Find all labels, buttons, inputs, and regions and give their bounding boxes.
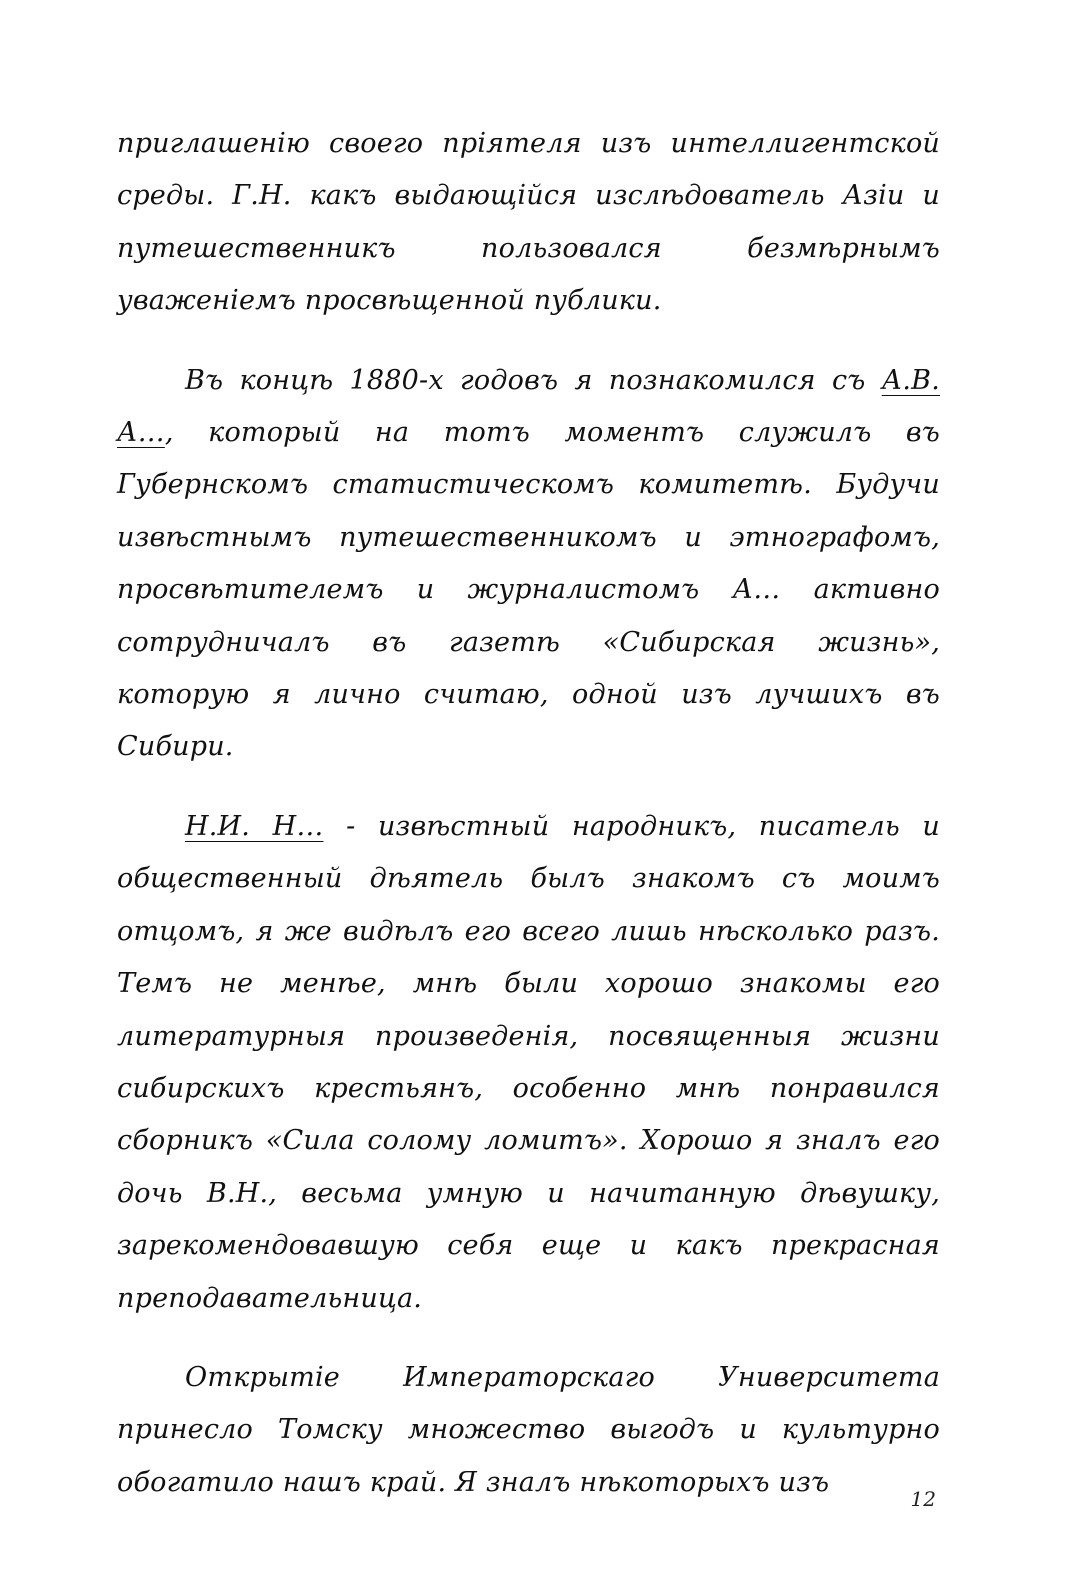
paragraph-1	[117, 118, 940, 328]
paragraph-3-text-rest: - извѣстный народникъ, писатель и общественный дѣятель былъ знакомъ съ моимъ отцомъ, я же видѣлъ его всего лишь нѣсколько разъ. Темъ не менѣе, мнѣ были хорошо знакомы его литературныя произведенія, посвященныя жизни сибирскихъ крестьянъ, особенно мнѣ понравился сборникъ «Сила солому ломитъ». Хорошо я зналъ его дочь В.Н., весьма умную и начитанную дѣвушку, зарекомендовавшую себя еще и какъ прекрасная преподавательница.	[117, 810, 940, 1314]
paragraph-4-text: Открытіе Императорскаго Университета принесло Томску множество выгодъ и культурно обогатило нашъ край. Я зналъ нѣкоторыхъ изъ	[117, 1361, 940, 1498]
paragraph-2-text-rest: , который на тотъ моментъ служилъ въ Губернскомъ статистическомъ комитетѣ. Будучи извѣстнымъ путешественникомъ и этнографомъ, просвѣтителемъ и журналистомъ А… активно сотрудничалъ въ газетѣ «Сибирская жизнь», которую я лично считаю, одной изъ лучшихъ въ Сибири.	[117, 417, 940, 763]
paragraph-2-text-start: Въ концѣ 1880-х годовъ я познакомился съ	[185, 364, 882, 396]
paragraph-1-text: приглашенію своего пріятеля изъ интеллигентской среды. Г.Н. какъ выдающійся изслѣдователь Азіи и путешественникъ пользовался безмѣрнымъ уваженіемъ просвѣщенной публики.	[117, 128, 940, 317]
page-number: 12	[910, 1487, 936, 1511]
body-text	[117, 118, 940, 1509]
underlined-name-ni: Н.И. Н…	[185, 810, 324, 842]
paragraph-2	[117, 355, 940, 774]
paragraph-4	[117, 1352, 940, 1509]
underlined-name-av: А.В. А…	[117, 364, 940, 449]
paragraph-3	[117, 801, 940, 1325]
